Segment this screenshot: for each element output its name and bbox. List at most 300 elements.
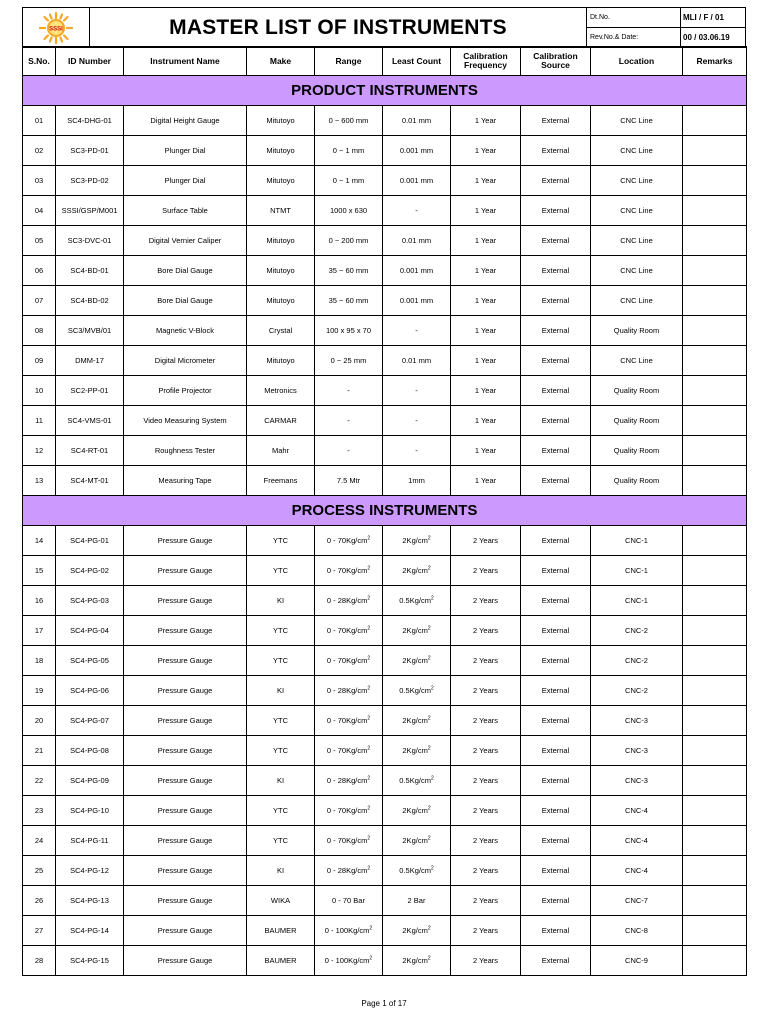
cell-calibration-source bbox=[521, 676, 591, 706]
cell-location bbox=[591, 376, 683, 406]
cell-calibration-source-text: External bbox=[541, 866, 570, 875]
cell-id-number bbox=[56, 136, 124, 166]
cell-sno-text: 08 bbox=[34, 326, 44, 335]
cell-least-count-text: 0.01 mm bbox=[401, 116, 432, 125]
cell-id-number-text: SC4-VMS-01 bbox=[67, 416, 112, 425]
cell-sno-text: 26 bbox=[34, 896, 44, 905]
cell-instrument-name-text: Digital Height Gauge bbox=[150, 116, 220, 125]
cell-calibration-source-text: External bbox=[541, 596, 570, 605]
cell-least-count-text: 2Kg/cm bbox=[402, 716, 428, 725]
cell-id-number-text: SC4-PG-13 bbox=[70, 896, 109, 905]
cell-least-count bbox=[383, 706, 451, 736]
cell-make-text: Metronics bbox=[264, 386, 297, 395]
cell-location bbox=[591, 886, 683, 916]
cell-least-count-text: 2Kg/cm bbox=[402, 536, 428, 545]
cell-make bbox=[247, 796, 315, 826]
cell-remarks bbox=[683, 256, 747, 286]
logo-text: SSSI bbox=[49, 26, 63, 32]
cell-calibration-frequency bbox=[451, 466, 521, 496]
cell-remarks bbox=[683, 316, 747, 346]
cell-least-count-text: 2Kg/cm bbox=[402, 806, 428, 815]
cell-calibration-source-text: External bbox=[541, 536, 570, 545]
cell-sno bbox=[23, 286, 56, 316]
column-header: Range bbox=[315, 47, 383, 76]
cell-calibration-frequency-text: 1 Year bbox=[474, 236, 497, 245]
cell-instrument-name bbox=[124, 706, 247, 736]
cell-sno-text: 06 bbox=[34, 266, 44, 275]
cell-range bbox=[315, 796, 383, 826]
cell-id-number-text: SC3-PD-02 bbox=[70, 176, 109, 185]
cell-calibration-frequency bbox=[451, 856, 521, 886]
cell-id-number-text: SC2-PP-01 bbox=[70, 386, 109, 395]
cell-sno bbox=[23, 526, 56, 556]
cell-least-count-text: 2 Bar bbox=[407, 896, 426, 905]
cell-calibration-source-text: External bbox=[541, 326, 570, 335]
cell-instrument-name bbox=[124, 376, 247, 406]
table-row bbox=[23, 796, 747, 826]
cell-instrument-name-text: Surface Table bbox=[162, 206, 208, 215]
cell-sno bbox=[23, 136, 56, 166]
unit-superscript: 2 bbox=[427, 925, 431, 932]
cell-instrument-name bbox=[124, 676, 247, 706]
cell-least-count-text: 2Kg/cm bbox=[402, 926, 428, 935]
cell-calibration-source-text: External bbox=[541, 716, 570, 725]
cell-sno bbox=[23, 736, 56, 766]
cell-id-number bbox=[56, 466, 124, 496]
cell-remarks bbox=[683, 886, 747, 916]
instruments-table bbox=[22, 46, 747, 976]
cell-calibration-frequency-text: 2 Years bbox=[472, 746, 499, 755]
cell-instrument-name-text: Pressure Gauge bbox=[157, 656, 213, 665]
cell-make bbox=[247, 886, 315, 916]
cell-location bbox=[591, 406, 683, 436]
cell-least-count bbox=[383, 226, 451, 256]
cell-calibration-frequency-text: 2 Years bbox=[472, 656, 499, 665]
cell-make-text: KI bbox=[276, 686, 285, 695]
cell-make-text: KI bbox=[276, 776, 285, 785]
cell-make-text: NTMT bbox=[270, 206, 291, 215]
cell-location-text: CNC Line bbox=[620, 206, 653, 215]
cell-range-text: 0 - 70Kg/cm bbox=[326, 716, 368, 725]
cell-location-text: Quality Room bbox=[613, 476, 660, 485]
cell-calibration-source bbox=[521, 406, 591, 436]
cell-instrument-name bbox=[124, 856, 247, 886]
cell-instrument-name bbox=[124, 286, 247, 316]
cell-calibration-source bbox=[521, 586, 591, 616]
cell-sno-text: 07 bbox=[34, 296, 44, 305]
cell-range-text: 35 ~ 60 mm bbox=[328, 296, 369, 305]
cell-calibration-source bbox=[521, 916, 591, 946]
cell-calibration-frequency-text: 2 Years bbox=[472, 536, 499, 545]
cell-make-text: Mitutoyo bbox=[266, 266, 295, 275]
cell-calibration-frequency bbox=[451, 676, 521, 706]
cell-calibration-source bbox=[521, 556, 591, 586]
cell-remarks bbox=[683, 376, 747, 406]
cell-location-text: CNC Line bbox=[620, 236, 653, 245]
cell-calibration-frequency bbox=[451, 106, 521, 136]
cell-calibration-frequency bbox=[451, 526, 521, 556]
cell-instrument-name-text: Digital Vernier Caliper bbox=[148, 236, 222, 245]
cell-calibration-source-text: External bbox=[541, 236, 570, 245]
cell-least-count bbox=[383, 676, 451, 706]
cell-sno-text: 05 bbox=[34, 236, 44, 245]
cell-range bbox=[315, 466, 383, 496]
cell-least-count bbox=[383, 796, 451, 826]
cell-calibration-source-text: External bbox=[541, 956, 570, 965]
cell-sno-text: 01 bbox=[34, 116, 44, 125]
unit-superscript: 2 bbox=[427, 805, 431, 812]
cell-least-count bbox=[383, 826, 451, 856]
cell-calibration-source-text: External bbox=[541, 416, 570, 425]
cell-make bbox=[247, 166, 315, 196]
cell-id-number-text: SC4-PG-09 bbox=[70, 776, 109, 785]
cell-sno bbox=[23, 646, 56, 676]
cell-remarks bbox=[683, 406, 747, 436]
cell-sno bbox=[23, 376, 56, 406]
cell-id-number bbox=[56, 616, 124, 646]
cell-least-count bbox=[383, 526, 451, 556]
table-row bbox=[23, 946, 747, 976]
cell-calibration-frequency-text: 1 Year bbox=[474, 266, 497, 275]
cell-make bbox=[247, 556, 315, 586]
cell-make-text: YTC bbox=[273, 806, 288, 815]
cell-sno bbox=[23, 826, 56, 856]
cell-make bbox=[247, 946, 315, 976]
cell-range bbox=[315, 676, 383, 706]
cell-sno-text: 14 bbox=[34, 536, 44, 545]
cell-id-number bbox=[56, 796, 124, 826]
cell-make-text: Mitutoyo bbox=[266, 356, 295, 365]
cell-make bbox=[247, 916, 315, 946]
cell-sno-text: 12 bbox=[34, 446, 44, 455]
cell-sno bbox=[23, 106, 56, 136]
cell-instrument-name bbox=[124, 436, 247, 466]
cell-range bbox=[315, 736, 383, 766]
cell-location-text: CNC-2 bbox=[625, 626, 648, 635]
cell-instrument-name-text: Pressure Gauge bbox=[157, 896, 213, 905]
cell-make bbox=[247, 436, 315, 466]
cell-remarks bbox=[683, 946, 747, 976]
cell-least-count-text: 0.5Kg/cm bbox=[399, 686, 431, 695]
cell-range-text: 0 ~ 25 mm bbox=[330, 356, 367, 365]
cell-range bbox=[315, 556, 383, 586]
cell-least-count-text: 2Kg/cm bbox=[402, 836, 428, 845]
cell-least-count-text: 2Kg/cm bbox=[402, 746, 428, 755]
unit-superscript: 2 bbox=[367, 565, 371, 572]
cell-sno bbox=[23, 886, 56, 916]
cell-location-text: CNC-3 bbox=[625, 746, 648, 755]
cell-id-number-text: DMM-17 bbox=[75, 356, 104, 365]
cell-make-text: Mitutoyo bbox=[266, 116, 295, 125]
cell-calibration-source bbox=[521, 376, 591, 406]
cell-id-number-text: SC4-PG-07 bbox=[70, 716, 109, 725]
cell-instrument-name bbox=[124, 796, 247, 826]
cell-least-count-text: 0.5Kg/cm bbox=[399, 866, 431, 875]
cell-remarks bbox=[683, 736, 747, 766]
cell-calibration-frequency-text: 2 Years bbox=[472, 956, 499, 965]
unit-superscript: 2 bbox=[367, 715, 371, 722]
cell-range bbox=[315, 106, 383, 136]
cell-make bbox=[247, 106, 315, 136]
cell-sno bbox=[23, 346, 56, 376]
cell-instrument-name bbox=[124, 916, 247, 946]
cell-calibration-frequency-text: 1 Year bbox=[474, 386, 497, 395]
cell-sno bbox=[23, 196, 56, 226]
cell-id-number bbox=[56, 556, 124, 586]
cell-id-number-text: SC4-BD-02 bbox=[70, 296, 109, 305]
cell-make bbox=[247, 856, 315, 886]
cell-remarks bbox=[683, 586, 747, 616]
cell-calibration-frequency bbox=[451, 256, 521, 286]
cell-range-text: 0 ~ 1 mm bbox=[332, 146, 365, 155]
cell-range bbox=[315, 916, 383, 946]
cell-make-text: Mahr bbox=[271, 446, 290, 455]
cell-make bbox=[247, 586, 315, 616]
cell-calibration-frequency bbox=[451, 586, 521, 616]
cell-location-text: CNC-4 bbox=[625, 866, 648, 875]
cell-sno bbox=[23, 466, 56, 496]
cell-range-text: 0 ~ 200 mm bbox=[328, 236, 369, 245]
cell-id-number bbox=[56, 676, 124, 706]
cell-calibration-source bbox=[521, 826, 591, 856]
cell-id-number-text: SC4-PG-05 bbox=[70, 656, 109, 665]
cell-sno-text: 16 bbox=[34, 596, 44, 605]
cell-instrument-name-text: Pressure Gauge bbox=[157, 566, 213, 575]
cell-id-number bbox=[56, 856, 124, 886]
cell-sno bbox=[23, 616, 56, 646]
cell-remarks bbox=[683, 916, 747, 946]
cell-make-text: Mitutoyo bbox=[266, 146, 295, 155]
cell-calibration-frequency-text: 2 Years bbox=[472, 896, 499, 905]
cell-make bbox=[247, 466, 315, 496]
cell-instrument-name-text: Pressure Gauge bbox=[157, 806, 213, 815]
cell-make-text: Mitutoyo bbox=[266, 236, 295, 245]
cell-range bbox=[315, 826, 383, 856]
cell-calibration-source bbox=[521, 196, 591, 226]
cell-least-count bbox=[383, 436, 451, 466]
cell-calibration-source-text: External bbox=[541, 686, 570, 695]
cell-instrument-name bbox=[124, 346, 247, 376]
cell-calibration-source bbox=[521, 436, 591, 466]
cell-least-count-text: 0.5Kg/cm bbox=[399, 596, 431, 605]
cell-id-number-text: SC4-PG-10 bbox=[70, 806, 109, 815]
table-row bbox=[23, 226, 747, 256]
cell-calibration-frequency bbox=[451, 826, 521, 856]
cell-instrument-name-text: Pressure Gauge bbox=[157, 926, 213, 935]
cell-calibration-source-text: External bbox=[541, 626, 570, 635]
cell-instrument-name bbox=[124, 166, 247, 196]
cell-sno-text: 15 bbox=[34, 566, 44, 575]
cell-calibration-source bbox=[521, 226, 591, 256]
cell-range-text: 1000 x 630 bbox=[329, 206, 368, 215]
cell-instrument-name-text: Pressure Gauge bbox=[157, 716, 213, 725]
cell-least-count bbox=[383, 166, 451, 196]
table-row bbox=[23, 376, 747, 406]
cell-range bbox=[315, 946, 383, 976]
cell-sno-text: 02 bbox=[34, 146, 44, 155]
cell-instrument-name bbox=[124, 316, 247, 346]
cell-make bbox=[247, 286, 315, 316]
page-title: MASTER LIST OF INSTRUMENTS bbox=[90, 8, 587, 48]
cell-location bbox=[591, 826, 683, 856]
cell-calibration-frequency bbox=[451, 346, 521, 376]
cell-location bbox=[591, 916, 683, 946]
cell-calibration-frequency bbox=[451, 136, 521, 166]
cell-range-text: 0 - 100Kg/cm bbox=[324, 926, 370, 935]
cell-least-count bbox=[383, 646, 451, 676]
cell-calibration-frequency-text: 2 Years bbox=[472, 626, 499, 635]
cell-id-number-text: SC4-MT-01 bbox=[70, 476, 109, 485]
cell-instrument-name bbox=[124, 586, 247, 616]
cell-calibration-source-text: External bbox=[541, 296, 570, 305]
cell-id-number-text: SC3-PD-01 bbox=[70, 146, 109, 155]
cell-location-text: CNC Line bbox=[620, 146, 653, 155]
cell-sno-text: 21 bbox=[34, 746, 44, 755]
cell-range-text: 35 ~ 60 mm bbox=[328, 266, 369, 275]
unit-superscript: 2 bbox=[369, 925, 373, 932]
cell-location bbox=[591, 646, 683, 676]
cell-least-count-text: 0.001 mm bbox=[399, 296, 434, 305]
unit-superscript: 2 bbox=[427, 535, 431, 542]
cell-sno-text: 19 bbox=[34, 686, 44, 695]
cell-instrument-name-text: Plunger Dial bbox=[164, 176, 206, 185]
table-row bbox=[23, 856, 747, 886]
cell-calibration-frequency-text: 2 Years bbox=[472, 686, 499, 695]
cell-least-count-text: 0.001 mm bbox=[399, 266, 434, 275]
cell-make bbox=[247, 526, 315, 556]
cell-make-text: YTC bbox=[273, 716, 288, 725]
cell-least-count-text: 2Kg/cm bbox=[402, 956, 428, 965]
cell-calibration-frequency bbox=[451, 886, 521, 916]
cell-make-text: Mitutoyo bbox=[266, 296, 295, 305]
cell-range bbox=[315, 376, 383, 406]
cell-sno-text: 03 bbox=[34, 176, 44, 185]
cell-least-count bbox=[383, 316, 451, 346]
cell-calibration-source bbox=[521, 526, 591, 556]
cell-range bbox=[315, 706, 383, 736]
section-header-process bbox=[23, 496, 747, 526]
cell-remarks bbox=[683, 346, 747, 376]
section-title: PRODUCT INSTRUMENTS bbox=[23, 76, 747, 106]
cell-range bbox=[315, 166, 383, 196]
cell-location bbox=[591, 556, 683, 586]
cell-least-count bbox=[383, 946, 451, 976]
cell-range bbox=[315, 406, 383, 436]
cell-id-number-text: SC4-PG-01 bbox=[70, 536, 109, 545]
cell-location bbox=[591, 136, 683, 166]
cell-range-text: 0 ~ 1 mm bbox=[332, 176, 365, 185]
cell-make bbox=[247, 196, 315, 226]
cell-instrument-name-text: Magnetic V-Block bbox=[156, 326, 214, 335]
unit-superscript: 2 bbox=[427, 745, 431, 752]
cell-least-count bbox=[383, 466, 451, 496]
cell-location bbox=[591, 466, 683, 496]
cell-sno bbox=[23, 256, 56, 286]
column-header: Remarks bbox=[683, 47, 747, 76]
cell-calibration-source-text: External bbox=[541, 266, 570, 275]
cell-range-text: 0 ~ 600 mm bbox=[328, 116, 369, 125]
cell-location bbox=[591, 796, 683, 826]
cell-remarks bbox=[683, 766, 747, 796]
cell-id-number bbox=[56, 226, 124, 256]
rev-value: 00 / 03.06.19 bbox=[681, 28, 746, 48]
cell-id-number bbox=[56, 406, 124, 436]
table-row bbox=[23, 646, 747, 676]
cell-sno-text: 10 bbox=[34, 386, 44, 395]
cell-calibration-source bbox=[521, 796, 591, 826]
cell-sno-text: 23 bbox=[34, 806, 44, 815]
cell-least-count-text: - bbox=[415, 446, 418, 455]
cell-location bbox=[591, 946, 683, 976]
cell-calibration-source-text: External bbox=[541, 116, 570, 125]
cell-range-text: 0 - 28Kg/cm bbox=[326, 776, 368, 785]
cell-calibration-frequency-text: 2 Years bbox=[472, 866, 499, 875]
cell-location bbox=[591, 526, 683, 556]
cell-least-count bbox=[383, 196, 451, 226]
cell-sno-text: 11 bbox=[35, 416, 43, 425]
cell-location-text: CNC Line bbox=[620, 296, 653, 305]
cell-id-number bbox=[56, 766, 124, 796]
table-row bbox=[23, 346, 747, 376]
cell-sno-text: 13 bbox=[34, 476, 44, 485]
cell-range bbox=[315, 226, 383, 256]
cell-range-text: 0 - 28Kg/cm bbox=[326, 866, 368, 875]
cell-range bbox=[315, 256, 383, 286]
cell-make-text: CARMAR bbox=[264, 416, 297, 425]
unit-superscript: 2 bbox=[367, 805, 371, 812]
cell-least-count bbox=[383, 406, 451, 436]
cell-make-text: Mitutoyo bbox=[266, 176, 295, 185]
cell-make-text: YTC bbox=[273, 656, 288, 665]
cell-range bbox=[315, 616, 383, 646]
cell-id-number bbox=[56, 946, 124, 976]
table-row bbox=[23, 406, 747, 436]
table-row bbox=[23, 826, 747, 856]
cell-instrument-name-text: Measuring Tape bbox=[158, 476, 212, 485]
cell-remarks bbox=[683, 166, 747, 196]
cell-id-number-text: SC4-BD-01 bbox=[70, 266, 109, 275]
cell-least-count bbox=[383, 286, 451, 316]
cell-remarks bbox=[683, 796, 747, 826]
cell-id-number bbox=[56, 436, 124, 466]
cell-instrument-name-text: Pressure Gauge bbox=[157, 836, 213, 845]
cell-range bbox=[315, 436, 383, 466]
cell-least-count-text: 2Kg/cm bbox=[402, 626, 428, 635]
cell-range-text: 0 - 28Kg/cm bbox=[326, 596, 368, 605]
cell-make bbox=[247, 826, 315, 856]
cell-make bbox=[247, 766, 315, 796]
cell-make bbox=[247, 256, 315, 286]
unit-superscript: 2 bbox=[430, 685, 434, 692]
cell-sno-text: 25 bbox=[34, 866, 44, 875]
cell-location bbox=[591, 256, 683, 286]
sun-logo-icon bbox=[36, 11, 76, 45]
cell-sno bbox=[23, 766, 56, 796]
cell-location-text: Quality Room bbox=[613, 386, 660, 395]
cell-location-text: CNC-4 bbox=[625, 836, 648, 845]
table-row bbox=[23, 136, 747, 166]
cell-make-text: Crystal bbox=[268, 326, 293, 335]
cell-calibration-frequency bbox=[451, 436, 521, 466]
cell-calibration-source-text: External bbox=[541, 386, 570, 395]
cell-location bbox=[591, 766, 683, 796]
cell-remarks bbox=[683, 436, 747, 466]
cell-least-count-text: - bbox=[415, 326, 418, 335]
cell-make-text: YTC bbox=[273, 836, 288, 845]
column-header: ID Number bbox=[56, 47, 124, 76]
cell-make bbox=[247, 736, 315, 766]
cell-make bbox=[247, 616, 315, 646]
